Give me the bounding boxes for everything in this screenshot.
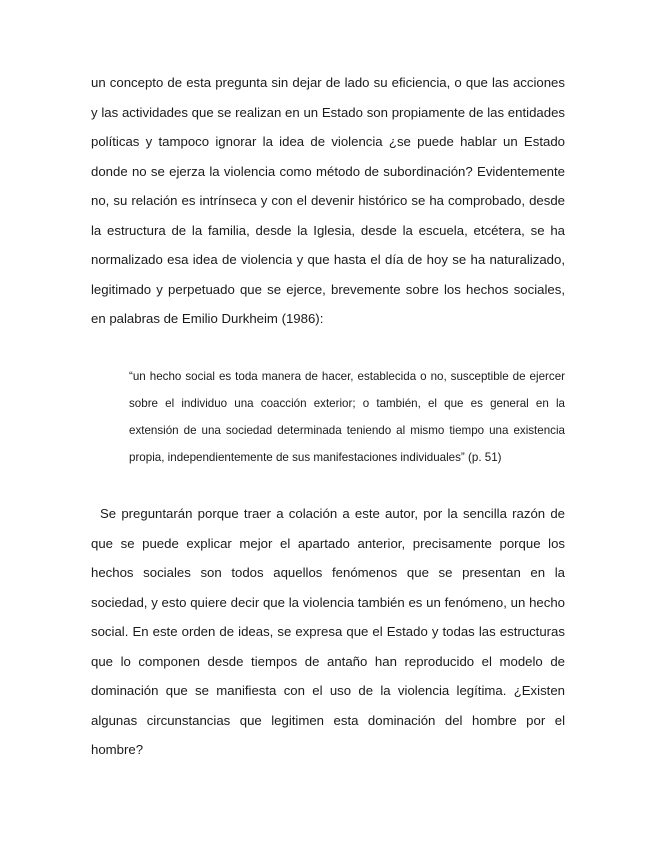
block-quote: “un hecho social es toda manera de hacer, establecida o no, susceptible de ejercer sobre el individuo una coacción exterior; o también, el que es general en la extensión de una sociedad determinada teniendo al mismo tiempo una existencia propia, independientemente de sus manifestaciones individuales” (p. 51) [129,370,565,464]
body-paragraph-2: Se preguntarán porque traer a colación a este autor, por la sencilla razón de que se puede explicar mejor el apartado anterior, precisamente porque los hechos sociales son todos aquellos fenómenos que se presentan en la sociedad, y esto quiere decir que la violencia también es un fenómeno, un hecho social. En este orden de ideas, se expresa que el Estado y todas las estructuras que lo componen desde tiempos de antaño han reproducido el modelo de dominación que se manifiesta con el uso de la violencia legítima. ¿Existen algunas circunstancias que legitimen esta dominación del hombre por el hombre? [91,506,565,757]
body-paragraph-1: un concepto de esta pregunta sin dejar de lado su eficiencia, o que las acciones y las actividades que se realizan en un Estado son propiamente de las entidades políticas y tampoco ignorar la idea de violencia ¿se puede hablar un Estado donde no se ejerza la violencia como método de subordinación? Evidentemente no, su relación es intrínseca y con el devenir histórico se ha comprobado, desde la estructura de la familia, desde la Iglesia, desde la escuela, etcétera, se ha normalizado esa idea de violencia y que hasta el día de hoy se ha naturalizado, legitimado y perpetuado que se ejerce, brevemente sobre los hechos sociales, en palabras de Emilio Durkheim (1986): [91,75,565,326]
